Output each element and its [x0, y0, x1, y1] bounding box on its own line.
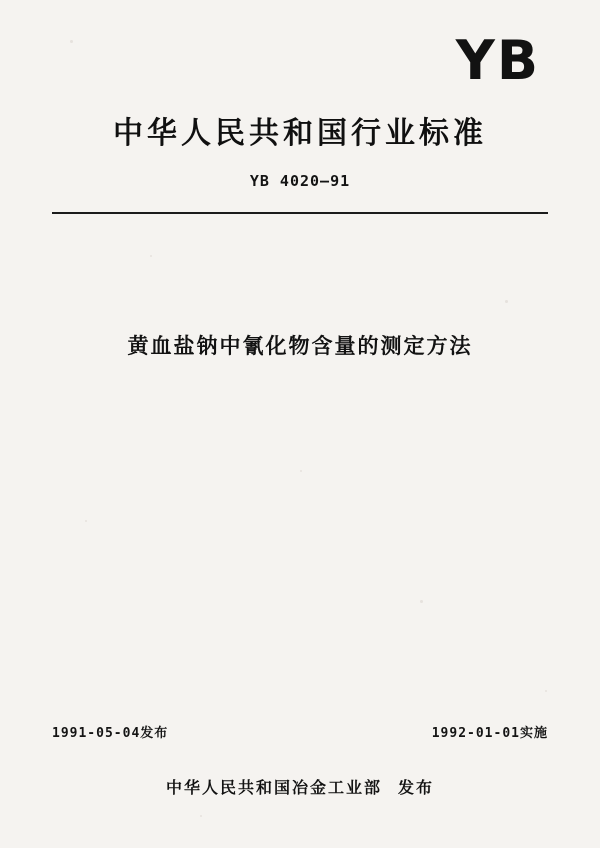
effective-date: 1992-01-01实施: [431, 726, 548, 741]
publisher-name: 中华人民共和国冶金工业部: [165, 778, 382, 797]
publisher-line: [0, 775, 600, 798]
paper-speck: [420, 600, 423, 603]
publisher-suffix: 发布: [398, 778, 435, 797]
date-row: [52, 722, 548, 741]
paper-speck: [545, 690, 547, 692]
standard-number: YB 4020—91: [249, 172, 351, 190]
paper-speck: [505, 300, 508, 303]
paper-speck: [300, 470, 302, 472]
standard-mark: YB: [455, 29, 540, 92]
page-title: 中华人民共和国行业标准: [113, 116, 487, 151]
paper-speck: [150, 255, 152, 257]
paper-speck: [70, 40, 73, 43]
paper-speck: [85, 520, 87, 522]
paper-speck: [200, 815, 202, 817]
document-subject-title: 黄血盐钠中氰化物含量的测定方法: [127, 334, 473, 358]
horizontal-divider: [52, 212, 548, 214]
issue-date: 1991-05-04发布: [52, 726, 169, 741]
